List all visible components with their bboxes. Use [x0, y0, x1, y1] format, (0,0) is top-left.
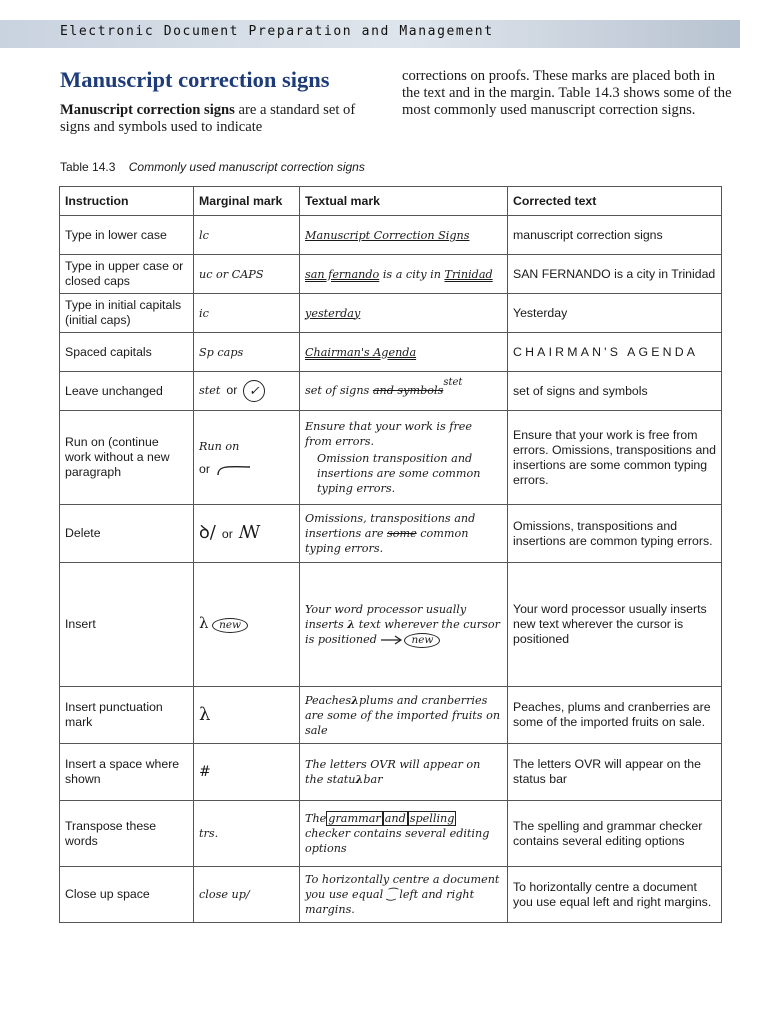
- instruction-cell: Insert punctuation mark: [60, 687, 194, 744]
- marginal-mark-cell: [194, 505, 300, 563]
- correction-signs-table: [59, 186, 722, 923]
- table-row: [60, 333, 722, 372]
- circled-new-insert: new: [404, 633, 440, 648]
- textual-mark-cell: [300, 867, 508, 923]
- table-row: [60, 505, 722, 563]
- textual-struck: some: [387, 527, 417, 540]
- textual-mark-cell: [300, 255, 508, 294]
- instruction-cell: Run on (continue work without a new paragraph: [60, 411, 194, 505]
- textual-double-underlined: san fernando: [305, 267, 380, 281]
- table-caption-text: Commonly used manuscript correction signs: [128, 160, 365, 174]
- textual-mark-cell: [300, 216, 508, 255]
- marginal-mark-cell: uc or CAPS: [194, 255, 300, 294]
- header-marginal-mark: Marginal mark: [194, 187, 300, 216]
- textual-plain: set of signs: [305, 384, 373, 397]
- circled-new-mark: new: [212, 618, 248, 633]
- caret-icon: λ: [355, 772, 364, 786]
- corrected-text-cell: Yesterday: [508, 294, 722, 333]
- intro-paragraph-start: [60, 102, 380, 136]
- run-on-curve-icon: [216, 463, 252, 477]
- textual-mark-cell: [300, 333, 508, 372]
- corrected-text-cell: CHAIRMAN'S AGENDA: [508, 333, 722, 372]
- table-row: [60, 744, 722, 801]
- textual-double-underlined: Chairman's Agenda: [305, 345, 417, 359]
- corrected-text-cell: manuscript correction signs: [508, 216, 722, 255]
- instruction-cell: Close up space: [60, 867, 194, 923]
- textual-plain: common typing errors.: [305, 527, 469, 555]
- table-caption-number: Table 14.3: [60, 160, 116, 174]
- or-word: or: [221, 527, 233, 541]
- stet-superscript: stet: [443, 377, 463, 388]
- textual-underlined: yesterday: [305, 306, 361, 320]
- corrected-text-cell: The spelling and grammar checker contains several editing options: [508, 801, 722, 867]
- marginal-mark-cell: [194, 411, 300, 505]
- run-on-mark: Run on: [199, 439, 240, 453]
- textual-plain: The: [305, 812, 327, 825]
- table-row: [60, 255, 722, 294]
- table-row: [60, 687, 722, 744]
- boxed-word: grammar: [328, 812, 381, 825]
- textual-mark-cell: [300, 563, 508, 687]
- table-row: [60, 563, 722, 687]
- intro-lead-rest: are a standard set of signs and symbols used to indicate: [60, 102, 356, 135]
- caret-icon: λ: [351, 692, 360, 707]
- instruction-cell: Insert a space where shown: [60, 744, 194, 801]
- corrected-text-cell: set of signs and symbols: [508, 372, 722, 411]
- corrected-text-cell: Peaches, plums and cranberries are some of the imported fruits on sale.: [508, 687, 722, 744]
- textual-plain: left and right margins.: [305, 888, 475, 916]
- textual-mark-cell: [300, 411, 508, 505]
- textual-plain: text wherever the cursor is positioned: [305, 617, 500, 646]
- instruction-cell: Type in upper case or closed caps: [60, 255, 194, 294]
- header-corrected-text: Corrected text: [508, 187, 722, 216]
- textual-mark-cell: [300, 294, 508, 333]
- intro-lead-term: Manuscript correction signs: [60, 102, 235, 118]
- close-up-mark-icon: ⁐: [386, 888, 396, 901]
- delete-mark-icon: ꝺ/: [199, 522, 216, 543]
- textual-plain: Omissions, transpositions and insertions are: [305, 512, 476, 540]
- marginal-mark-cell: lc: [194, 216, 300, 255]
- textual-plain: To horizontally centre a document you use equal: [305, 873, 500, 901]
- delete-alt-mark-icon: ꟿ: [238, 522, 261, 543]
- textual-underlined: Manuscript Correction Signs: [305, 228, 470, 242]
- boxed-word: spelling: [409, 812, 455, 825]
- textual-struck: and symbols: [372, 384, 444, 397]
- marginal-mark-cell: Sp caps: [194, 333, 300, 372]
- table-row: [60, 372, 722, 411]
- running-header-title: Electronic Document Preparation and Management: [60, 24, 494, 39]
- textual-mark-cell: [300, 372, 508, 411]
- caret-icon: λ: [347, 616, 356, 631]
- or-word: or: [226, 383, 238, 397]
- corrected-text-cell: Omissions, transpositions and insertions are common typing errors.: [508, 505, 722, 563]
- stet-mark: stet: [199, 384, 221, 397]
- marginal-mark-cell: ic: [194, 294, 300, 333]
- intro-left-column: [60, 66, 380, 136]
- table-row: [60, 294, 722, 333]
- boxed-word: and: [384, 812, 406, 825]
- table-row: [60, 867, 722, 923]
- corrected-text-cell: To horizontally centre a document you use equal left and right margins.: [508, 867, 722, 923]
- marginal-mark-cell: close up/: [194, 867, 300, 923]
- marginal-mark-cell: trs.: [194, 801, 300, 867]
- comma-caret-mark-icon: λ: [199, 703, 211, 725]
- table-row: [60, 801, 722, 867]
- instruction-cell: Insert: [60, 563, 194, 687]
- marginal-mark-cell: [194, 744, 300, 801]
- corrected-text-cell: The letters OVR will appear on the status bar: [508, 744, 722, 801]
- textual-line-two: Omission transposition and insertions are some common typing errors.: [317, 452, 481, 495]
- textual-plain: The letters OVR will appear on the statu: [305, 758, 481, 786]
- textual-plain: is a city in: [379, 267, 445, 281]
- table-row: [60, 216, 722, 255]
- section-heading: Manuscript correction signs: [60, 67, 330, 92]
- or-word: or: [199, 461, 210, 476]
- marginal-mark-cell: [194, 563, 300, 687]
- arrow-right-icon: [380, 635, 404, 645]
- running-header-band: [0, 20, 740, 48]
- instruction-cell: Delete: [60, 505, 194, 563]
- instruction-cell: Transpose these words: [60, 801, 194, 867]
- corrected-text-cell: SAN FERNANDO is a city in Trinidad: [508, 255, 722, 294]
- intro-right-column: [402, 68, 732, 119]
- table-caption: [60, 160, 365, 174]
- instruction-cell: Leave unchanged: [60, 372, 194, 411]
- instruction-cell: Type in initial capitals (initial caps): [60, 294, 194, 333]
- header-instruction: Instruction: [60, 187, 194, 216]
- intro-paragraph-continued: corrections on proofs. These marks are placed both in the text and in the margin. Table 14.3 shows some of the most commonly used manuscript correction signs.: [402, 68, 732, 118]
- textual-plain: plums and cranberries are some of the imported fruits on sale: [305, 693, 501, 737]
- corrected-text-cell: Your word processor usually inserts new text wherever the cursor is positioned: [508, 563, 722, 687]
- textual-line-one: Ensure that your work is free from errors.: [305, 420, 473, 448]
- marginal-mark-cell: [194, 687, 300, 744]
- textual-mark-cell: [300, 744, 508, 801]
- textual-plain: Your word processor usually inserts: [305, 602, 467, 631]
- instruction-cell: Spaced capitals: [60, 333, 194, 372]
- table-row: [60, 411, 722, 505]
- circled-tick-icon: ✓: [243, 380, 265, 402]
- textual-double-underlined: Trinidad: [444, 267, 493, 281]
- textual-plain: Peaches: [305, 693, 352, 707]
- textual-mark-cell: [300, 505, 508, 563]
- textual-mark-cell: [300, 801, 508, 867]
- table-header-row: [60, 187, 722, 216]
- textual-mark-cell: [300, 687, 508, 744]
- caret-mark-icon: λ: [199, 614, 209, 632]
- corrected-text-cell: Ensure that your work is free from errors. Omissions, transpositions and insertions are some common typing errors.: [508, 411, 722, 505]
- space-mark-icon: #: [199, 763, 211, 780]
- marginal-mark-cell: [194, 372, 300, 411]
- instruction-cell: Type in lower case: [60, 216, 194, 255]
- header-textual-mark: Textual mark: [300, 187, 508, 216]
- textual-plain: checker contains several editing options: [305, 827, 490, 855]
- textual-plain: bar: [363, 773, 383, 786]
